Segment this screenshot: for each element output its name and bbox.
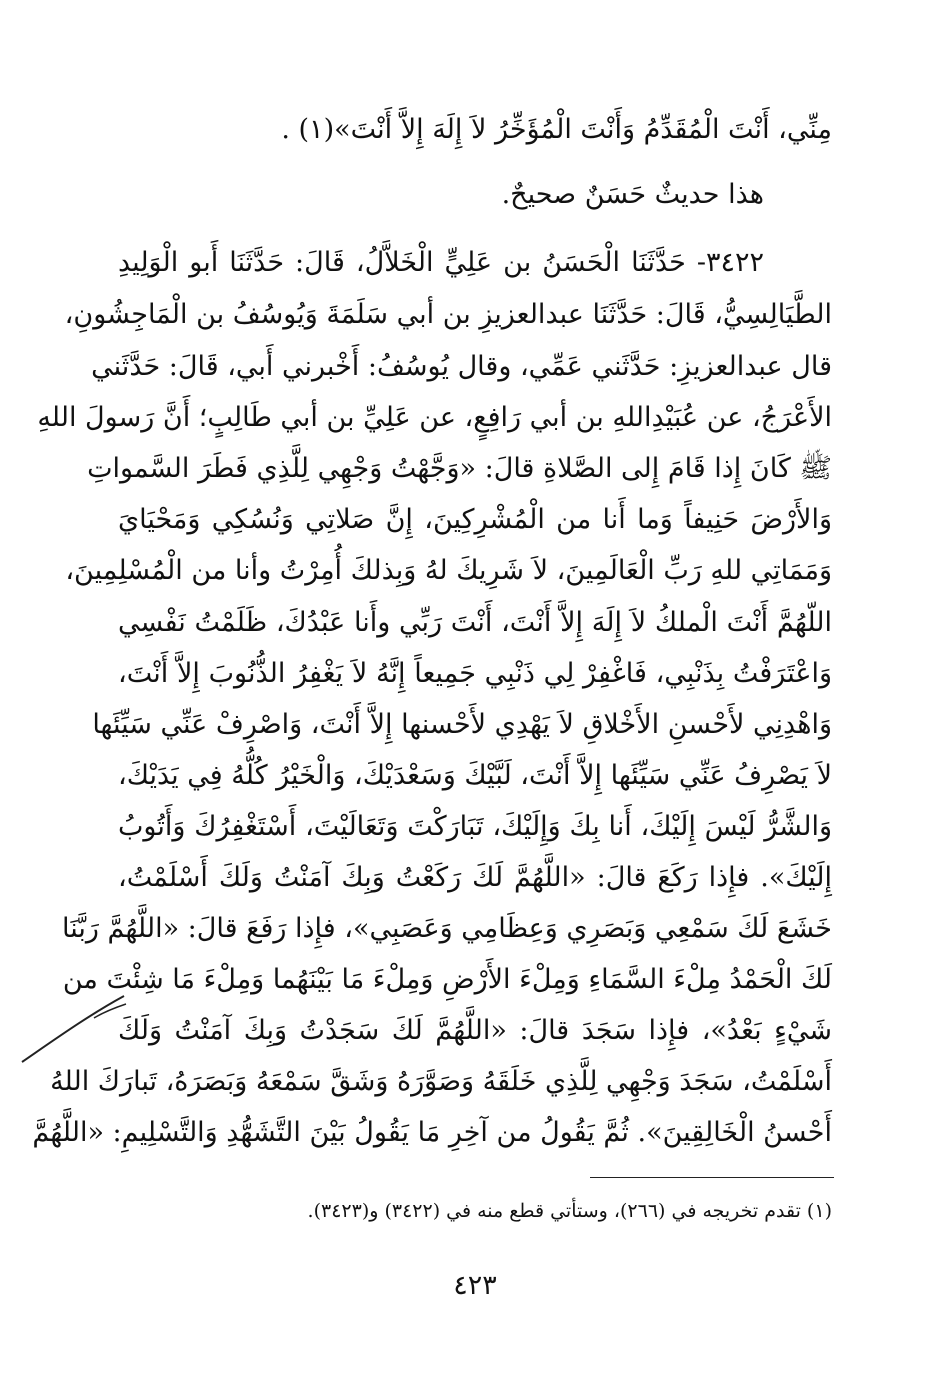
text-line: شَيْءٍ بَعْدُ»، فإِذا سَجَدَ قالَ: «اللَّهُمَّ لَكَ سَجَدْتُ وَبِكَ آمَنْتُ وَلَكَ (118, 1015, 832, 1046)
text-line: لَكَ الْحَمْدُ مِلْءَ السَّمَاءِ وَمِلْءَ الأَرْضِ وَمِلْءَ مَا بَيْنَهُما وَمِلْءَ مَا شِئْتَ من (62, 964, 832, 995)
text-line: هذا حديثٌ حَسَنٌ صحيحٌ. (501, 179, 764, 210)
text-line: وَمَمَاتِي للهِ رَبِّ الْعَالَمِينَ، لاَ شَرِيكَ لهُ وَبِذلكَ أُمِرْتُ وأنا من الْمُسْلِمِينَ، (65, 555, 832, 586)
page-number: ٤٢٣ (453, 1270, 497, 1301)
text-line: قال عبدالعزيزِ: حَدَّثَني عَمِّي، وقال يُوسُفُ: أَخْبرني أَبي، قَالَ: حَدَّثَني (91, 351, 832, 382)
text-line: وَاهْدِنِي لأَحْسنِ الأَخْلاقِ لاَ يَهْدِي لأَحْسنها إِلاَّ أَنْتَ، وَاصْرِفْ عَنِّي سَيِّئَها (92, 709, 832, 740)
text-line: وَالأَرْضَ حَنِيفاً وَما أَنا من الْمُشْرِكِينَ، إِنَّ صَلاتِي وَنُسُكِي وَمَحْيَايَ (118, 504, 832, 535)
footnote: (١) تقدم تخريجه في (٢٦٦)، وستأتي قطع منه في (٣٤٢٢) و(٣٤٢٣). (307, 1200, 832, 1222)
text-line: اللّهُمَّ أَنْتَ الْملكُ لاَ إِلَهَ إِلاَّ أَنْتَ، أَنْتَ رَبِّي وأَنا عَبْدُكَ، ظَلَمْتُ نَفْسِي (118, 607, 832, 638)
text-line: خَشَعَ لَكَ سَمْعِي وَبَصَرِي وَعِظَامِي وَعَصَبِي»، فإِذا رَفَعَ قالَ: «اللَّهُمَّ رَبَّنَا (61, 913, 832, 944)
handwritten-pen-mark (14, 990, 134, 1070)
text-line: الأَعْرَجُ، عن عُبَيْدِاللهِ بن أبي رَافِعٍ، عن عَلِيِّ بن أبي طَالِبٍ؛ أَنَّ رَسولَ اللهِ (37, 402, 832, 433)
text-line: لاَ يَصْرِفُ عَنِّي سَيِّئَها إِلاَّ أَنْتَ، لَبَّيْكَ وَسَعْدَيْكَ، وَالْخَيْرُ كُلُّهُ فِي يَدَيْكَ، (118, 760, 832, 791)
text-line: الطَّيَالِسِيُّ، قَالَ: حَدَّثَنَا عبدالعزيزِ بن أبي سَلَمَةَ وَيُوسُفُ بن الْمَاجِشُونِ، (64, 299, 832, 330)
text-line: وَالشَّرُّ لَيْسَ إِلَيْكَ، أَنا بِكَ وَإِلَيْكَ، تَبَارَكْتَ وَتَعَالَيْتَ، أَسْتَغْفِرُكَ وَأَتُوبُ (118, 811, 832, 842)
text-line: مِنِّي، أَنْتَ الْمُقَدِّمُ وَأَنْتَ الْمُؤَخِّرُ لاَ إِلَهَ إِلاَّ أَنْتَ»(١) . (281, 114, 832, 145)
text-line: إِلَيْكَ». فإِذا رَكَعَ قالَ: «اللَّهُمَّ لَكَ رَكَعْتُ وَبِكَ آمَنْتُ وَلَكَ أَسْلَمْتُ، (118, 862, 832, 893)
text-line: أَسْلَمْتُ، سَجَدَ وَجْهِي لِلَّذِي خَلَقَهُ وَصَوَّرَهُ وَشَقَّ سَمْعَهُ وَبَصَرَهُ، تَبارَكَ اللهُ (50, 1066, 832, 1097)
text-line: ٣٤٢٢- حَدَّثَنَا الْحَسَنُ بن عَلِيٍّ الْخَلاَّلُ، قَالَ: حَدَّثَنَا أَبو الْوَلِيدِ (118, 247, 764, 278)
text-line: وَاعْتَرَفْتُ بِذَنْبِي، فَاغْفِرْ لِي ذَنْبِي جَمِيعاً إِنَّهُ لاَ يَغْفِرُ الذُّنُوبَ إِلاَّ أَنْتَ، (118, 658, 832, 689)
text-line: أَحْسنُ الْخَالِقِينَ». ثُمَّ يَقُولُ من آخِرِ مَا يَقُولُ بَيْنَ التَّشَهُّدِ وَالتَّسْلِيمِ: «اللَّهُمَّ (32, 1117, 832, 1148)
footnote-divider (590, 1177, 834, 1178)
text-line: ﷺ كَانَ إِذا قَامَ إِلى الصَّلاةِ قالَ: «وَجَّهْتُ وَجْهِي لِلَّذِي فَطَرَ السَّمواتِ (87, 453, 832, 484)
